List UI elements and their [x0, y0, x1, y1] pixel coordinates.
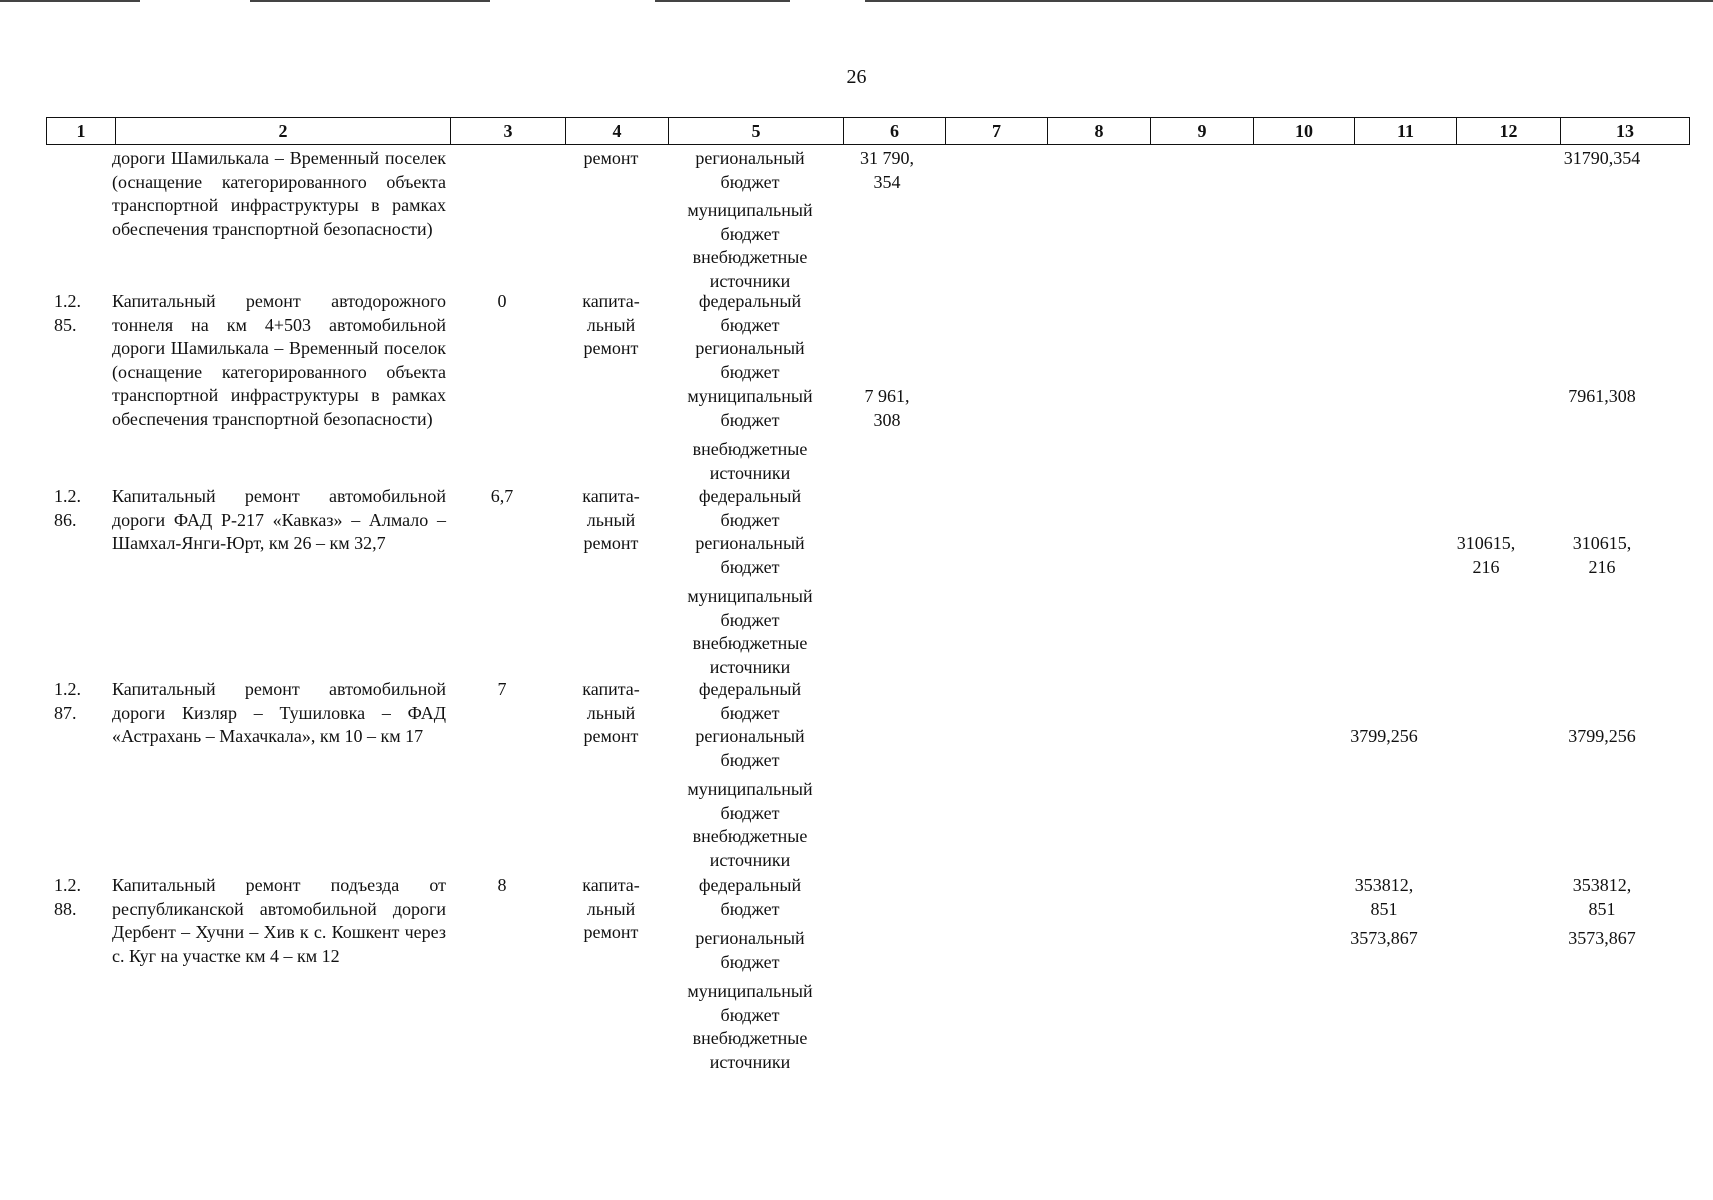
value-col6: 31 790, 354 [860, 148, 914, 192]
length-km: 7 [497, 679, 507, 699]
column-header-4: 4 [566, 118, 669, 145]
column-header-2: 2 [116, 118, 451, 145]
work-type: капита- льный ремонт [582, 291, 640, 358]
scan-edge-line [250, 0, 490, 2]
value-col13: 3573,867 [1568, 928, 1636, 948]
value-col13: 3799,256 [1568, 726, 1636, 746]
value-col12: 310615, 216 [1456, 533, 1516, 577]
work-type: капита- льный ремонт [582, 679, 640, 746]
funding-source: муниципальный бюджет внебюджетные источники [687, 981, 813, 1072]
row-number: 1.2. 85. [54, 291, 81, 335]
column-header-9: 9 [1151, 118, 1254, 145]
length-km: 0 [497, 291, 507, 311]
funding-source: федеральный бюджет [698, 291, 802, 335]
scan-edge-line [655, 0, 790, 2]
value-col13: 31790,354 [1563, 148, 1641, 168]
row-number: 1.2. 87. [54, 679, 81, 723]
scan-edge-line [865, 0, 1713, 2]
column-header-6: 6 [844, 118, 946, 145]
page-number: 26 [846, 66, 867, 88]
column-header-10: 10 [1254, 118, 1355, 145]
value-col13: 7961,308 [1568, 386, 1636, 406]
scan-edge-line [0, 0, 140, 2]
funding-source: муниципальный бюджет [687, 386, 813, 430]
column-header-3: 3 [451, 118, 566, 145]
length-km: 8 [497, 875, 507, 895]
value-col6: 7 961, 308 [864, 386, 910, 430]
header-row [47, 118, 1690, 145]
funding-source: региональный бюджет [695, 148, 805, 192]
column-header-7: 7 [946, 118, 1048, 145]
value-col11: 3799,256 [1350, 726, 1418, 746]
object-name: Капитальный ремонт автомобильной дороги Кизляр – Тушиловка – ФАД «Астрахань – Махачкала», км 10 – км 17 [112, 679, 446, 746]
funding-source: региональный бюджет [695, 533, 805, 577]
funding-source: региональный бюджет [695, 726, 805, 770]
funding-source: региональный бюджет [695, 338, 805, 382]
funding-source: региональный бюджет [695, 928, 805, 972]
object-name: Капитальный ремонт подъезда от республиканской автомобильной дороги Дербент – Хучни – Хив к с. Кошкент через с. Куг на участке км 4 – км 12 [112, 875, 446, 966]
value-col13: 353812, 851 [1572, 875, 1632, 919]
table-header [46, 117, 1690, 145]
row-number: 1.2. 88. [54, 875, 81, 919]
length-km: 6,7 [490, 486, 514, 506]
funding-source: внебюджетные источники [692, 439, 808, 483]
column-header-11: 11 [1355, 118, 1457, 145]
funding-source: федеральный бюджет [698, 875, 802, 919]
column-header-13: 13 [1561, 118, 1690, 145]
funding-source: федеральный бюджет [698, 679, 802, 723]
funding-source: муниципальный бюджет внебюджетные источники [687, 779, 813, 870]
funding-source: муниципальный бюджет внебюджетные источники [687, 200, 813, 291]
funding-source: муниципальный бюджет внебюджетные источники [687, 586, 813, 677]
column-header-5: 5 [669, 118, 844, 145]
value-col11: 353812, 851 [1354, 875, 1414, 919]
row-number: 1.2. 86. [54, 486, 81, 530]
object-name: Капитальный ремонт автомобильной дороги ФАД Р-217 «Кавказ» – Алмало – Шамхал-Янги-Юрт, км 26 – км 32,7 [112, 486, 446, 553]
value-col11: 3573,867 [1350, 928, 1418, 948]
object-name: Капитальный ремонт автодорожного тоннеля на км 4+503 автомобильной дороги Шамилькала – Временный поселок (оснащение категорированного объекта транспортной инфраструктуры в рамках обеспечения транспортной безопасности) [112, 291, 446, 429]
object-name: дороги Шамилькала – Временный поселек (оснащение категорированного объекта транспортной инфраструктуры в рамках обеспечения транспортной безопасности) [112, 148, 446, 239]
funding-source: федеральный бюджет [698, 486, 802, 530]
work-type: капита- льный ремонт [582, 875, 640, 942]
work-type: капита- льный ремонт [582, 486, 640, 553]
column-header-8: 8 [1048, 118, 1151, 145]
work-type: ремонт [583, 148, 639, 168]
column-header-12: 12 [1457, 118, 1561, 145]
column-header-1: 1 [47, 118, 116, 145]
value-col13: 310615, 216 [1572, 533, 1632, 577]
